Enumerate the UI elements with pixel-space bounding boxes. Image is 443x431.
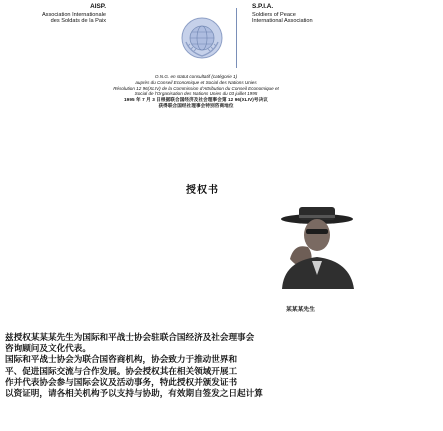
consultative-status-block — [46, 74, 346, 109]
status-line-3: Résolution 12 96(XLIV) de la Commission d'Attribution du Conseil Economique et — [113, 85, 279, 91]
body-line: 平、促进国际交流与合作发展。协会授权其在相关领域开展工 — [5, 365, 238, 376]
photo-caption: 某某某先生 — [286, 307, 315, 313]
body-line: 作并代表协会参与国际会议及活动事务，特此授权并颁发证书 — [5, 376, 238, 387]
globe-emblem-icon — [180, 16, 224, 60]
status-line-1: O.N.G. en statut consultatif (catégorie 1) — [154, 74, 238, 79]
right-org-abbreviation: S.P.I.A. — [252, 3, 274, 10]
right-organization — [252, 4, 372, 25]
body-line: 兹授权某某某先生为国际和平战士协会驻联合国经济及社会理事会 — [5, 332, 255, 342]
left-org-name-line1: Association Internationale — [41, 11, 106, 18]
authorization-body — [5, 332, 301, 399]
status-line-2: auprès du Conseil Economique et Social des Nations Unies — [135, 79, 257, 85]
portrait-photo — [272, 205, 362, 289]
body-line: 国际和平战士协会为联合国咨商机构，协会致力于推动世界和 — [5, 354, 238, 365]
status-line-4: Social de l'Organisation des Nations Unies du 03 juillet 1995 — [134, 91, 258, 97]
left-organization — [28, 4, 106, 25]
document-title: 授权书 — [186, 185, 219, 196]
body-line: 咨询顾问及文化代表。 — [5, 343, 91, 354]
status-line-5-chinese: 1995 年 7 月 3 日根据联合国经济及社会理事会第 12 96(XLIV)号决议 — [124, 97, 268, 103]
status-line-6-chinese: 获得联合国经社理事会特别咨商地位 — [158, 102, 234, 108]
right-org-name-line1: Soldiers of Peace — [252, 11, 296, 18]
right-org-name-line2: International Association — [252, 18, 313, 25]
left-org-abbreviation: AISP. — [90, 3, 106, 10]
header-divider — [236, 8, 237, 68]
body-line: 以资证明，请各相关机构予以支持与协助，有效期自签发之日起计算 — [5, 388, 263, 399]
left-org-name-line2: des Soldats de la Paix — [50, 18, 106, 25]
